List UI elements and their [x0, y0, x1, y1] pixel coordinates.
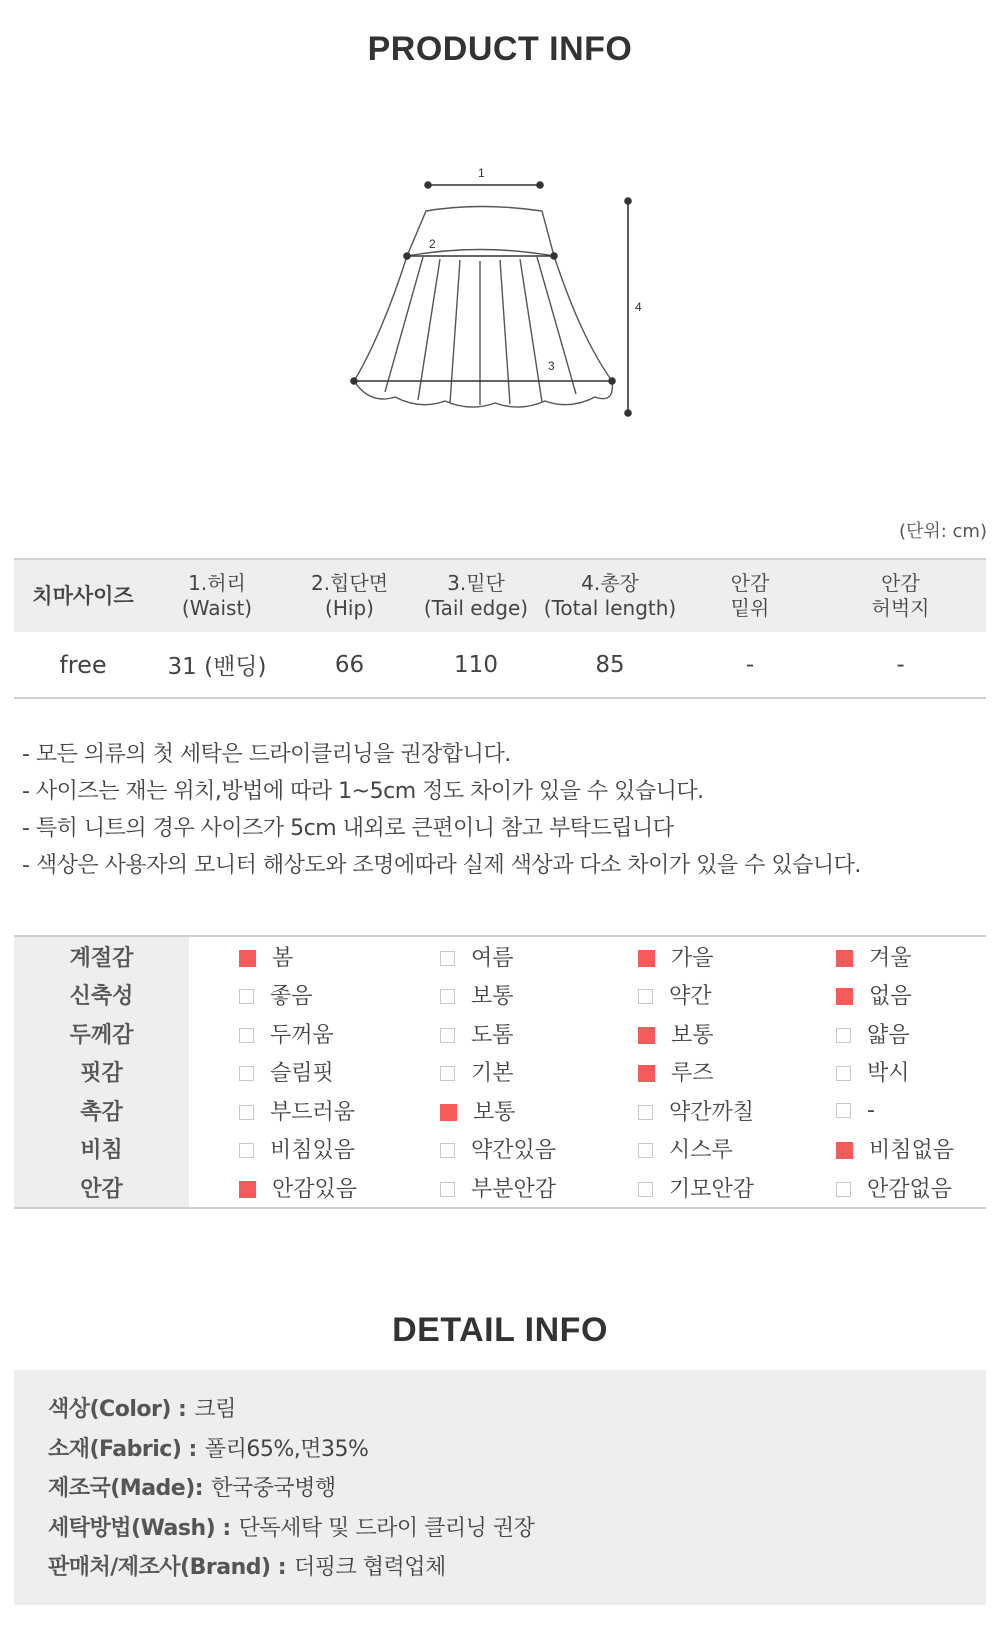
product-info-title: PRODUCT INFO [367, 30, 633, 68]
unchecked-box-icon [440, 951, 455, 966]
attribute-option-label: 안감없음 [867, 1176, 953, 1202]
note-item: - 사이즈는 재는 위치,방법에 따라 1~5cm 정도 차이가 있을 수 있습니다. [22, 779, 704, 804]
attribute-row [14, 936, 986, 976]
attribute-option [390, 1168, 588, 1208]
attribute-option [390, 936, 588, 976]
checked-box-icon [440, 1104, 457, 1121]
cell-lining-rise: - [685, 632, 815, 698]
unchecked-box-icon [440, 1182, 455, 1197]
attribute-option-label: 안감있음 [272, 1176, 358, 1202]
cell-hip: 66 [282, 632, 417, 698]
unchecked-box-icon [638, 1143, 653, 1158]
checked-box-icon [836, 988, 853, 1005]
attribute-option-label: 약간까칠 [669, 1099, 755, 1125]
attribute-label: 신축성 [14, 976, 189, 1015]
attribute-table [14, 935, 986, 1209]
attribute-option-label: 도톰 [471, 1022, 514, 1048]
attribute-option [390, 1091, 588, 1130]
attribute-option-label: 없음 [869, 984, 912, 1010]
note-item: - 특히 니트의 경우 사이즈가 5cm 내외로 큰편이니 참고 부탁드립니다 [22, 816, 674, 841]
diagram-label-3: 3 [548, 359, 555, 373]
header-lining-thigh: 안감 허벅지 [815, 559, 986, 632]
attribute-option [588, 1014, 786, 1053]
attribute-option-label: 비침있음 [270, 1138, 356, 1164]
attribute-option [786, 1014, 986, 1053]
detail-row [48, 1509, 986, 1549]
care-notes [22, 736, 861, 884]
unchecked-box-icon [440, 1066, 455, 1081]
attribute-label: 촉감 [14, 1091, 189, 1130]
detail-info-box [14, 1370, 986, 1605]
attribute-row [14, 1053, 986, 1092]
attribute-label: 안감 [14, 1168, 189, 1208]
cell-total-length: 85 [535, 632, 685, 698]
attribute-row [14, 1168, 986, 1208]
detail-row [48, 1469, 986, 1509]
diagram-label-1: 1 [478, 166, 485, 180]
attribute-option-label: 기모안감 [669, 1176, 755, 1202]
unchecked-box-icon [836, 1028, 851, 1043]
attribute-option-label: 봄 [272, 945, 294, 971]
attribute-option-label: 좋음 [270, 984, 313, 1010]
attribute-option [390, 1053, 588, 1092]
attribute-option-label: 기본 [471, 1061, 514, 1087]
attribute-option [786, 1091, 986, 1130]
attribute-option-label: 보통 [671, 1022, 714, 1048]
diagram-label-4: 4 [635, 300, 642, 314]
size-table-header-row [14, 559, 986, 632]
header-total-length: 4.총장 (Total length) [535, 559, 685, 632]
size-table [14, 558, 986, 699]
attribute-option [786, 1053, 986, 1092]
attribute-option [189, 936, 390, 976]
header-hip: 2.힙단면 (Hip) [282, 559, 417, 632]
unchecked-box-icon [638, 1105, 653, 1120]
attribute-label: 비침 [14, 1130, 189, 1169]
cell-lining-thigh: - [815, 632, 986, 698]
attribute-option [189, 976, 390, 1015]
attribute-option-label: 보통 [473, 1099, 516, 1125]
header-lining-rise: 안감 밑위 [685, 559, 815, 632]
detail-value: 크림 [194, 1397, 236, 1422]
detail-info-title: DETAIL INFO [392, 1311, 608, 1349]
unchecked-box-icon [836, 1182, 851, 1197]
unchecked-box-icon [638, 1182, 653, 1197]
unchecked-box-icon [836, 1066, 851, 1081]
detail-key: 판매처/제조사(Brand) : [48, 1555, 286, 1580]
unchecked-box-icon [239, 1066, 254, 1081]
skirt-measurement-diagram [340, 160, 670, 450]
attribute-label: 핏감 [14, 1053, 189, 1092]
unchecked-box-icon [836, 1103, 851, 1118]
detail-row [48, 1390, 986, 1430]
checked-box-icon [638, 950, 655, 967]
table-row [14, 632, 986, 698]
header-skirt-size: 치마사이즈 [14, 559, 152, 632]
unchecked-box-icon [239, 1105, 254, 1120]
attribute-option [588, 1130, 786, 1169]
detail-row [48, 1430, 986, 1470]
header-tail-edge: 3.밑단 (Tail edge) [417, 559, 535, 632]
diagram-label-2: 2 [429, 237, 436, 251]
attribute-row [14, 1091, 986, 1130]
attribute-option-label: 비침없음 [869, 1138, 955, 1164]
checked-box-icon [239, 950, 256, 967]
unit-note: (단위: cm) [898, 521, 987, 542]
unchecked-box-icon [239, 989, 254, 1004]
detail-value: 폴리65%,면35% [204, 1436, 369, 1462]
attribute-option-label: - [867, 1097, 875, 1123]
attribute-row [14, 1130, 986, 1169]
checked-box-icon [638, 1065, 655, 1082]
attribute-option-label: 두꺼움 [270, 1022, 334, 1048]
cell-waist: 31 (밴딩) [152, 632, 282, 698]
attribute-option [390, 1014, 588, 1053]
attribute-option-label: 겨울 [869, 945, 912, 971]
attribute-option-label: 약간있음 [471, 1138, 557, 1164]
attribute-option-label: 가을 [671, 945, 714, 971]
checked-box-icon [239, 1181, 256, 1198]
unchecked-box-icon [239, 1143, 254, 1158]
checked-box-icon [836, 1142, 853, 1159]
attribute-option-label: 약간 [669, 984, 712, 1010]
attribute-option [588, 936, 786, 976]
unchecked-box-icon [440, 1143, 455, 1158]
attribute-option [786, 976, 986, 1015]
attribute-option [390, 976, 588, 1015]
detail-row [48, 1548, 986, 1588]
unchecked-box-icon [638, 989, 653, 1004]
attribute-label: 계절감 [14, 936, 189, 976]
unchecked-box-icon [440, 989, 455, 1004]
attribute-option [786, 936, 986, 976]
attribute-option-label: 부드러움 [270, 1099, 356, 1125]
attribute-option-label: 보통 [471, 984, 514, 1010]
detail-key: 제조국(Made): [48, 1476, 204, 1501]
header-waist: 1.허리 (Waist) [152, 559, 282, 632]
attribute-option [189, 1091, 390, 1130]
attribute-option [588, 1091, 786, 1130]
detail-key: 소재(Fabric) : [48, 1436, 197, 1462]
detail-value: 더핑크 협력업체 [294, 1555, 446, 1580]
attribute-option [786, 1168, 986, 1208]
detail-value: 한국중국병행 [211, 1476, 336, 1501]
cell-tail-edge: 110 [417, 632, 535, 698]
attribute-option-label: 슬림핏 [270, 1061, 334, 1087]
attribute-option [786, 1130, 986, 1169]
attribute-option-label: 여름 [471, 945, 514, 971]
note-item: - 색상은 사용자의 모니터 해상도와 조명에따라 실제 색상과 다소 차이가 있을 수 있습니다. [22, 853, 861, 878]
detail-value: 단독세탁 및 드라이 클리닝 권장 [238, 1515, 535, 1541]
attribute-row [14, 1014, 986, 1053]
attribute-option [189, 1053, 390, 1092]
attribute-option [588, 976, 786, 1015]
attribute-option-label: 박시 [867, 1061, 910, 1087]
detail-key: 색상(Color) : [48, 1397, 187, 1422]
attribute-option [588, 1053, 786, 1092]
unchecked-box-icon [440, 1028, 455, 1043]
attribute-option [390, 1130, 588, 1169]
cell-size: free [14, 632, 152, 698]
attribute-row [14, 976, 986, 1015]
attribute-option [189, 1014, 390, 1053]
attribute-option-label: 루즈 [671, 1061, 714, 1087]
attribute-option-label: 얇음 [867, 1022, 910, 1048]
attribute-option-label: 부분안감 [471, 1176, 557, 1202]
checked-box-icon [638, 1027, 655, 1044]
attribute-option [588, 1168, 786, 1208]
attribute-option [189, 1130, 390, 1169]
checked-box-icon [836, 950, 853, 967]
note-item: - 모든 의류의 첫 세탁은 드라이클리닝을 권장합니다. [22, 742, 511, 767]
detail-key: 세탁방법(Wash) : [48, 1515, 231, 1541]
unchecked-box-icon [239, 1028, 254, 1043]
attribute-option-label: 시스루 [669, 1138, 733, 1164]
attribute-option [189, 1168, 390, 1208]
attribute-label: 두께감 [14, 1014, 189, 1053]
